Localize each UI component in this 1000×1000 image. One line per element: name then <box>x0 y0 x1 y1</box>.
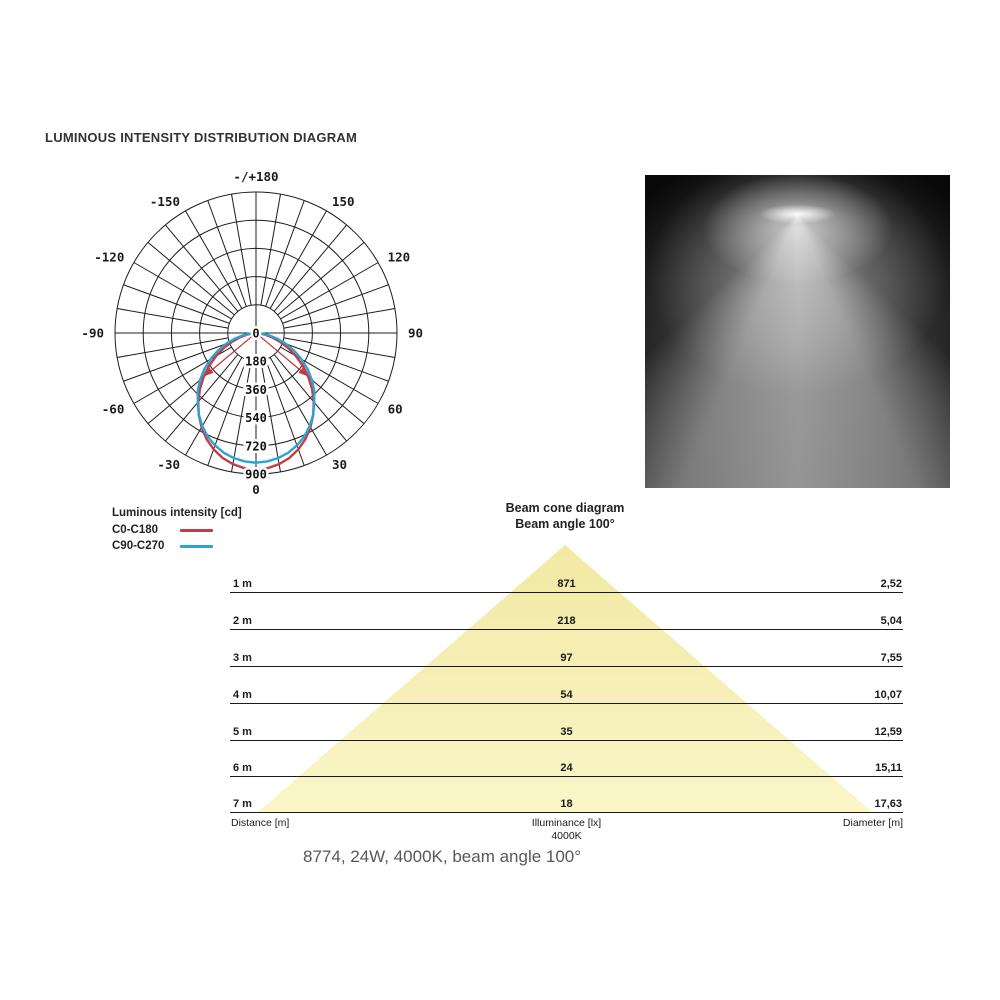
legend-label: C0-C180 <box>112 524 159 536</box>
angle-label: 150 <box>332 193 355 209</box>
polar-grid-spoke <box>282 285 388 324</box>
table-row <box>230 684 903 704</box>
polar-grid-spoke <box>261 194 281 305</box>
polar-grid-spoke <box>124 285 230 324</box>
distance-value: 4 m <box>233 689 252 701</box>
illuminance-value: 24 <box>560 762 573 774</box>
radial-tick-label: 540 <box>245 411 267 426</box>
angle-label: -90 <box>81 325 104 341</box>
angle-label: 30 <box>332 457 348 473</box>
diameter-value: 17,63 <box>874 798 902 810</box>
legend-item-c90-c270 <box>112 538 242 554</box>
diameter-value: 10,07 <box>874 689 902 701</box>
c90-c270-line-swatch <box>180 545 213 548</box>
cct-label: 4000K <box>551 830 582 842</box>
table-row <box>230 647 903 667</box>
angle-label: -30 <box>157 457 180 473</box>
angle-label: 0 <box>252 482 260 497</box>
polar-grid-spoke <box>284 309 395 329</box>
table-row <box>230 610 903 630</box>
table-row <box>230 721 903 741</box>
table-row <box>230 757 903 777</box>
distance-value: 3 m <box>233 652 252 664</box>
legend-heading: Luminous intensity [cd] <box>112 507 242 519</box>
luminous-intensity-polar-chart <box>76 153 436 513</box>
angle-label: -150 <box>149 193 180 209</box>
illuminance-value: 218 <box>557 615 576 627</box>
radial-tick-label: 0 <box>252 326 260 341</box>
table-row <box>230 793 903 813</box>
distance-value: 2 m <box>233 615 252 627</box>
angle-label: 90 <box>408 325 424 341</box>
diameter-value: 2,52 <box>880 578 902 590</box>
illuminance-value: 54 <box>560 689 573 701</box>
polar-grid-spoke <box>117 309 228 329</box>
radial-tick-label: 720 <box>245 439 267 454</box>
table-row <box>230 573 903 593</box>
legend-item-c0-c180 <box>112 522 242 538</box>
diameter-value: 15,11 <box>875 762 902 774</box>
c0-c180-line-swatch <box>180 529 213 532</box>
diameter-value: 5,04 <box>880 615 902 627</box>
illuminance-column-label: Illuminance [lx] <box>531 817 602 829</box>
polar-grid-spoke <box>266 201 305 307</box>
illuminance-value: 871 <box>557 578 576 590</box>
beam-cone-heading: Beam cone diagram <box>505 501 625 515</box>
radial-tick-label: 900 <box>245 467 267 482</box>
distance-value: 5 m <box>233 726 252 738</box>
legend-label: C90-C270 <box>112 540 165 552</box>
illuminance-value: 35 <box>560 726 573 738</box>
diameter-column-label: Diameter [m] <box>842 817 903 829</box>
polar-grid-spoke <box>208 201 247 307</box>
angle-label: -120 <box>94 249 125 265</box>
polar-chart-legend <box>112 507 242 554</box>
beam-on-wall-photo <box>645 175 950 488</box>
polar-grid-spoke <box>232 194 252 305</box>
illuminance-value: 97 <box>560 652 573 664</box>
angle-label: 60 <box>387 401 403 417</box>
radial-tick-label: 360 <box>245 382 267 397</box>
product-caption: 8774, 24W, 4000K, beam angle 100° <box>303 847 582 866</box>
diameter-value: 7,55 <box>880 652 902 664</box>
distance-column-label: Distance [m] <box>231 817 290 829</box>
table-column-headers <box>230 817 903 830</box>
illuminance-value: 18 <box>560 798 573 810</box>
page-title: LUMINOUS INTENSITY DISTRIBUTION DIAGRAM <box>45 130 358 145</box>
polar-grid-spoke <box>117 338 228 358</box>
diameter-value: 12,59 <box>874 726 902 738</box>
distance-value: 7 m <box>233 798 252 810</box>
distance-value: 1 m <box>233 578 252 590</box>
polar-grid-spoke <box>284 338 395 358</box>
beam-angle-subheading: Beam angle 100° <box>515 517 615 531</box>
angle-label: -60 <box>101 401 125 417</box>
radial-tick-label: 180 <box>245 354 267 369</box>
polar-grid-spoke <box>124 343 230 382</box>
angle-label: 120 <box>387 249 411 265</box>
distance-value: 6 m <box>233 762 252 774</box>
polar-grid-spoke <box>282 343 388 382</box>
angle-label: -/+180 <box>233 169 279 184</box>
